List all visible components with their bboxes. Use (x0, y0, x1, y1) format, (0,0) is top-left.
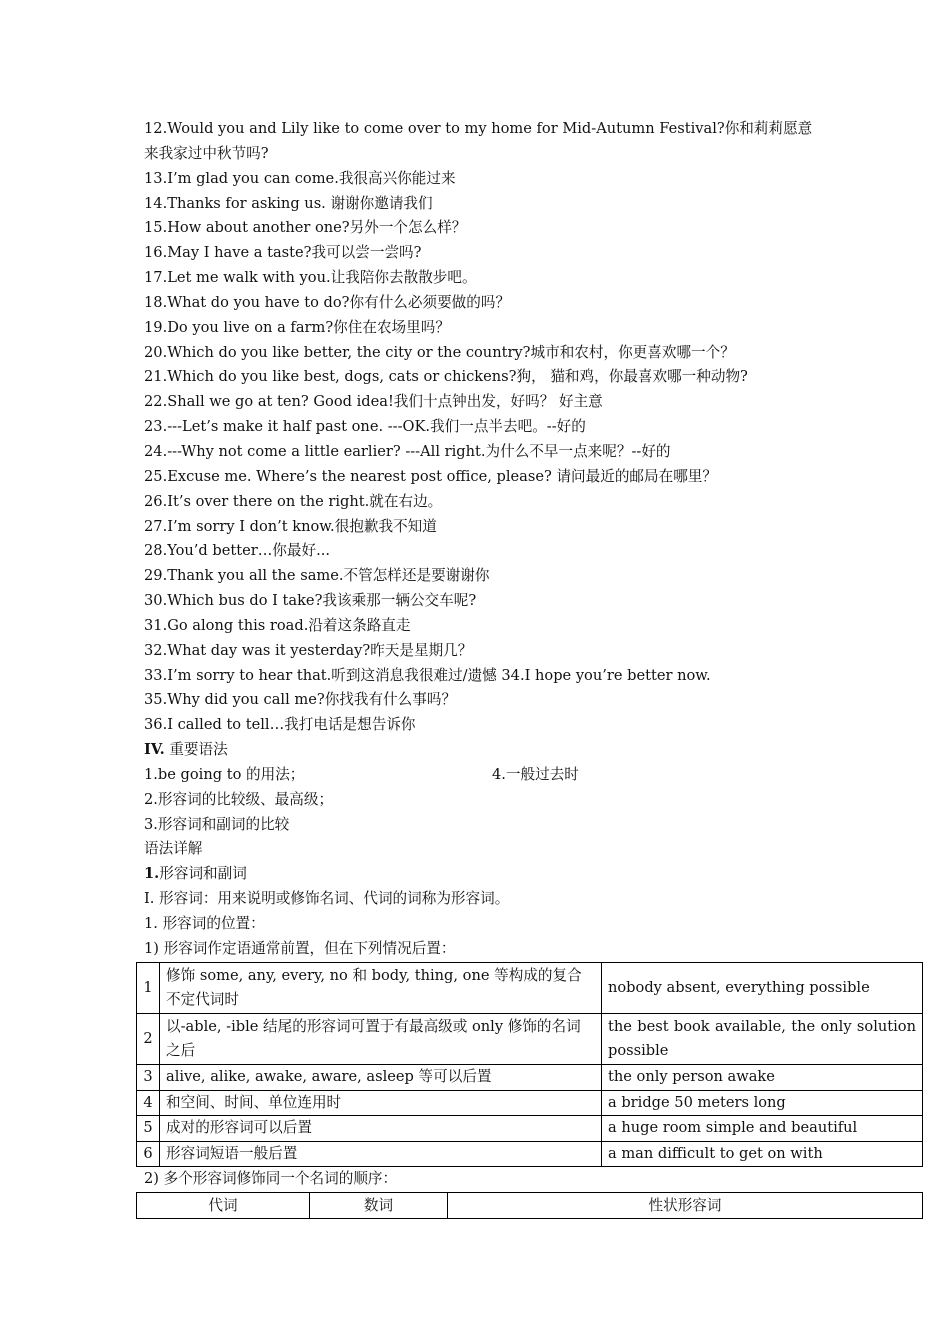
example-cell: a huge room simple and beautiful (602, 1116, 923, 1142)
table-row (137, 963, 923, 1014)
sentence-line: 18.What do you have to do?你有什么必须要做的吗？ (144, 293, 511, 311)
rule-cell: 以-able, -ible 结尾的形容词可置于有最高级或 only 修饰的名词之后 (160, 1014, 602, 1065)
section-heading-text: 重要语法 (164, 741, 228, 759)
grammar-item-3: 3.形容词和副词的比较 (144, 815, 290, 833)
section-heading-num: IV. (144, 741, 165, 759)
position-rule-2: 2) 多个形容词修饰同一个名词的顺序： (144, 1170, 398, 1187)
rule-cell: alive, alike, awake, aware, asleep 等可以后置 (160, 1065, 602, 1091)
table-row (137, 1090, 923, 1116)
table-row (137, 1065, 923, 1091)
example-cell: a man difficult to get on with (602, 1141, 923, 1167)
adjective-position-table (136, 962, 923, 1167)
sentence-line: 29.Thank you all the same.不管怎样还是要谢谢你 (144, 567, 490, 585)
rule-cell: 成对的形容词可以后置 (160, 1116, 602, 1142)
table-header-row (137, 1193, 923, 1219)
sentence-line: 30.Which bus do I take?我该乘那一辆公交车呢? (144, 592, 477, 610)
row-number: 1 (137, 963, 160, 1014)
grammar-item-4: 4.一般过去时 (492, 765, 579, 783)
rule-cell: 和空间、时间、单位连用时 (160, 1090, 602, 1116)
table-row (137, 1141, 923, 1167)
table-row (137, 1116, 923, 1142)
grammar-item-1: 1.be going to 的用法； (144, 765, 305, 783)
rule-cell: 修饰 some, any, every, no 和 body, thing, one 等构成的复合不定代词时 (160, 963, 602, 1014)
table-row (137, 1014, 923, 1065)
position-title: 1. 形容词的位置： (144, 915, 265, 932)
subsection-heading (144, 862, 934, 887)
grammar-item-row (144, 763, 934, 788)
rule-cell: 形容词短语一般后置 (160, 1141, 602, 1167)
sentence-line: 14.Thanks for asking us. 谢谢你邀请我们 (144, 194, 433, 212)
sentence-line: 15.How about another one?另外一个怎么样？ (144, 219, 467, 237)
sentence-line: 20.Which do you like better, the city or the country?城市和农村，你更喜欢哪一个？ (144, 343, 735, 361)
subsection-text: 形容词和副词 (159, 865, 247, 883)
header-numeral: 数词 (310, 1193, 448, 1219)
example-cell: the best book available, the only solution possible (602, 1014, 923, 1065)
row-number: 4 (137, 1090, 160, 1116)
adjective-definition: I. 形容词：用来说明或修饰名词、代词的词称为形容词。 (144, 890, 510, 908)
sentence-line: 25.Excuse me. Where’s the nearest post office, please? 请问最近的邮局在哪里？ (144, 467, 717, 485)
sentence-line: 24.---Why not come a little earlier? ---All right.为什么不早一点来呢？--好的 (144, 442, 671, 460)
sentence-line: 32.What day was it yesterday?昨天是星期几？ (144, 641, 473, 659)
sentence-line: 28.You’d better…你最好... (144, 542, 330, 560)
example-cell: the only person awake (602, 1065, 923, 1091)
header-quality-adjective: 性状形容词 (448, 1193, 923, 1219)
sentence-line: 36.I called to tell…我打电话是想告诉你 (144, 716, 416, 734)
sentence-line: 19.Do you live on a farm?你住在农场里吗？ (144, 318, 450, 336)
header-pronoun: 代词 (137, 1193, 310, 1219)
row-number: 2 (137, 1014, 160, 1065)
sentence-line: 27.I’m sorry I don’t know.很抱歉我不知道 (144, 517, 437, 535)
sentence-line: 12.Would you and Lily like to come over to my home for Mid-Autumn Festival?你和莉莉愿意 (144, 120, 813, 137)
position-rule-1: 1) 形容词作定语通常前置，但在下列情况后置： (144, 939, 456, 957)
sentence-line: 26.It’s over there on the right.就在右边。 (144, 492, 443, 510)
adjective-order-table (136, 1192, 923, 1219)
section-heading (144, 738, 934, 763)
row-number: 6 (137, 1141, 160, 1167)
sentence-line: 16.May I have a taste?我可以尝一尝吗? (144, 244, 422, 262)
grammar-item-2: 2.形容词的比较级、最高级； (144, 790, 334, 808)
sentence-line: 33.I’m sorry to hear that.听到这消息我很难过/遗憾 34.I hope you’re better now. (144, 666, 711, 684)
sentence-line: 23.---Let’s make it half past one. ---OK.我们一点半去吧。--好的 (144, 418, 586, 436)
row-number: 5 (137, 1116, 160, 1142)
sentence-line: 17.Let me walk with you.让我陪你去散散步吧。 (144, 269, 477, 287)
sentence-line: 35.Why did you call me?你找我有什么事吗？ (144, 691, 457, 709)
subsection-num: 1. (144, 865, 160, 883)
row-number: 3 (137, 1065, 160, 1091)
document-page (144, 117, 934, 962)
sentence-line: 31.Go along this road.沿着这条路直走 (144, 616, 411, 634)
sentence-line: 22.Shall we go at ten? Good idea!我们十点钟出发，好吗？ 好主意 (144, 393, 603, 411)
sentence-line: 13.I’m glad you can come.我很高兴你能过来 (144, 169, 456, 187)
detail-title: 语法详解 (144, 840, 203, 858)
example-cell: a bridge 50 meters long (602, 1090, 923, 1116)
example-cell: nobody absent, everything possible (602, 963, 923, 1014)
sentence-line: 来我家过中秋节吗? (144, 144, 269, 162)
sentence-line: 21.Which do you like best, dogs, cats or chickens?狗， 猫和鸡，你最喜欢哪一种动物? (144, 368, 748, 386)
